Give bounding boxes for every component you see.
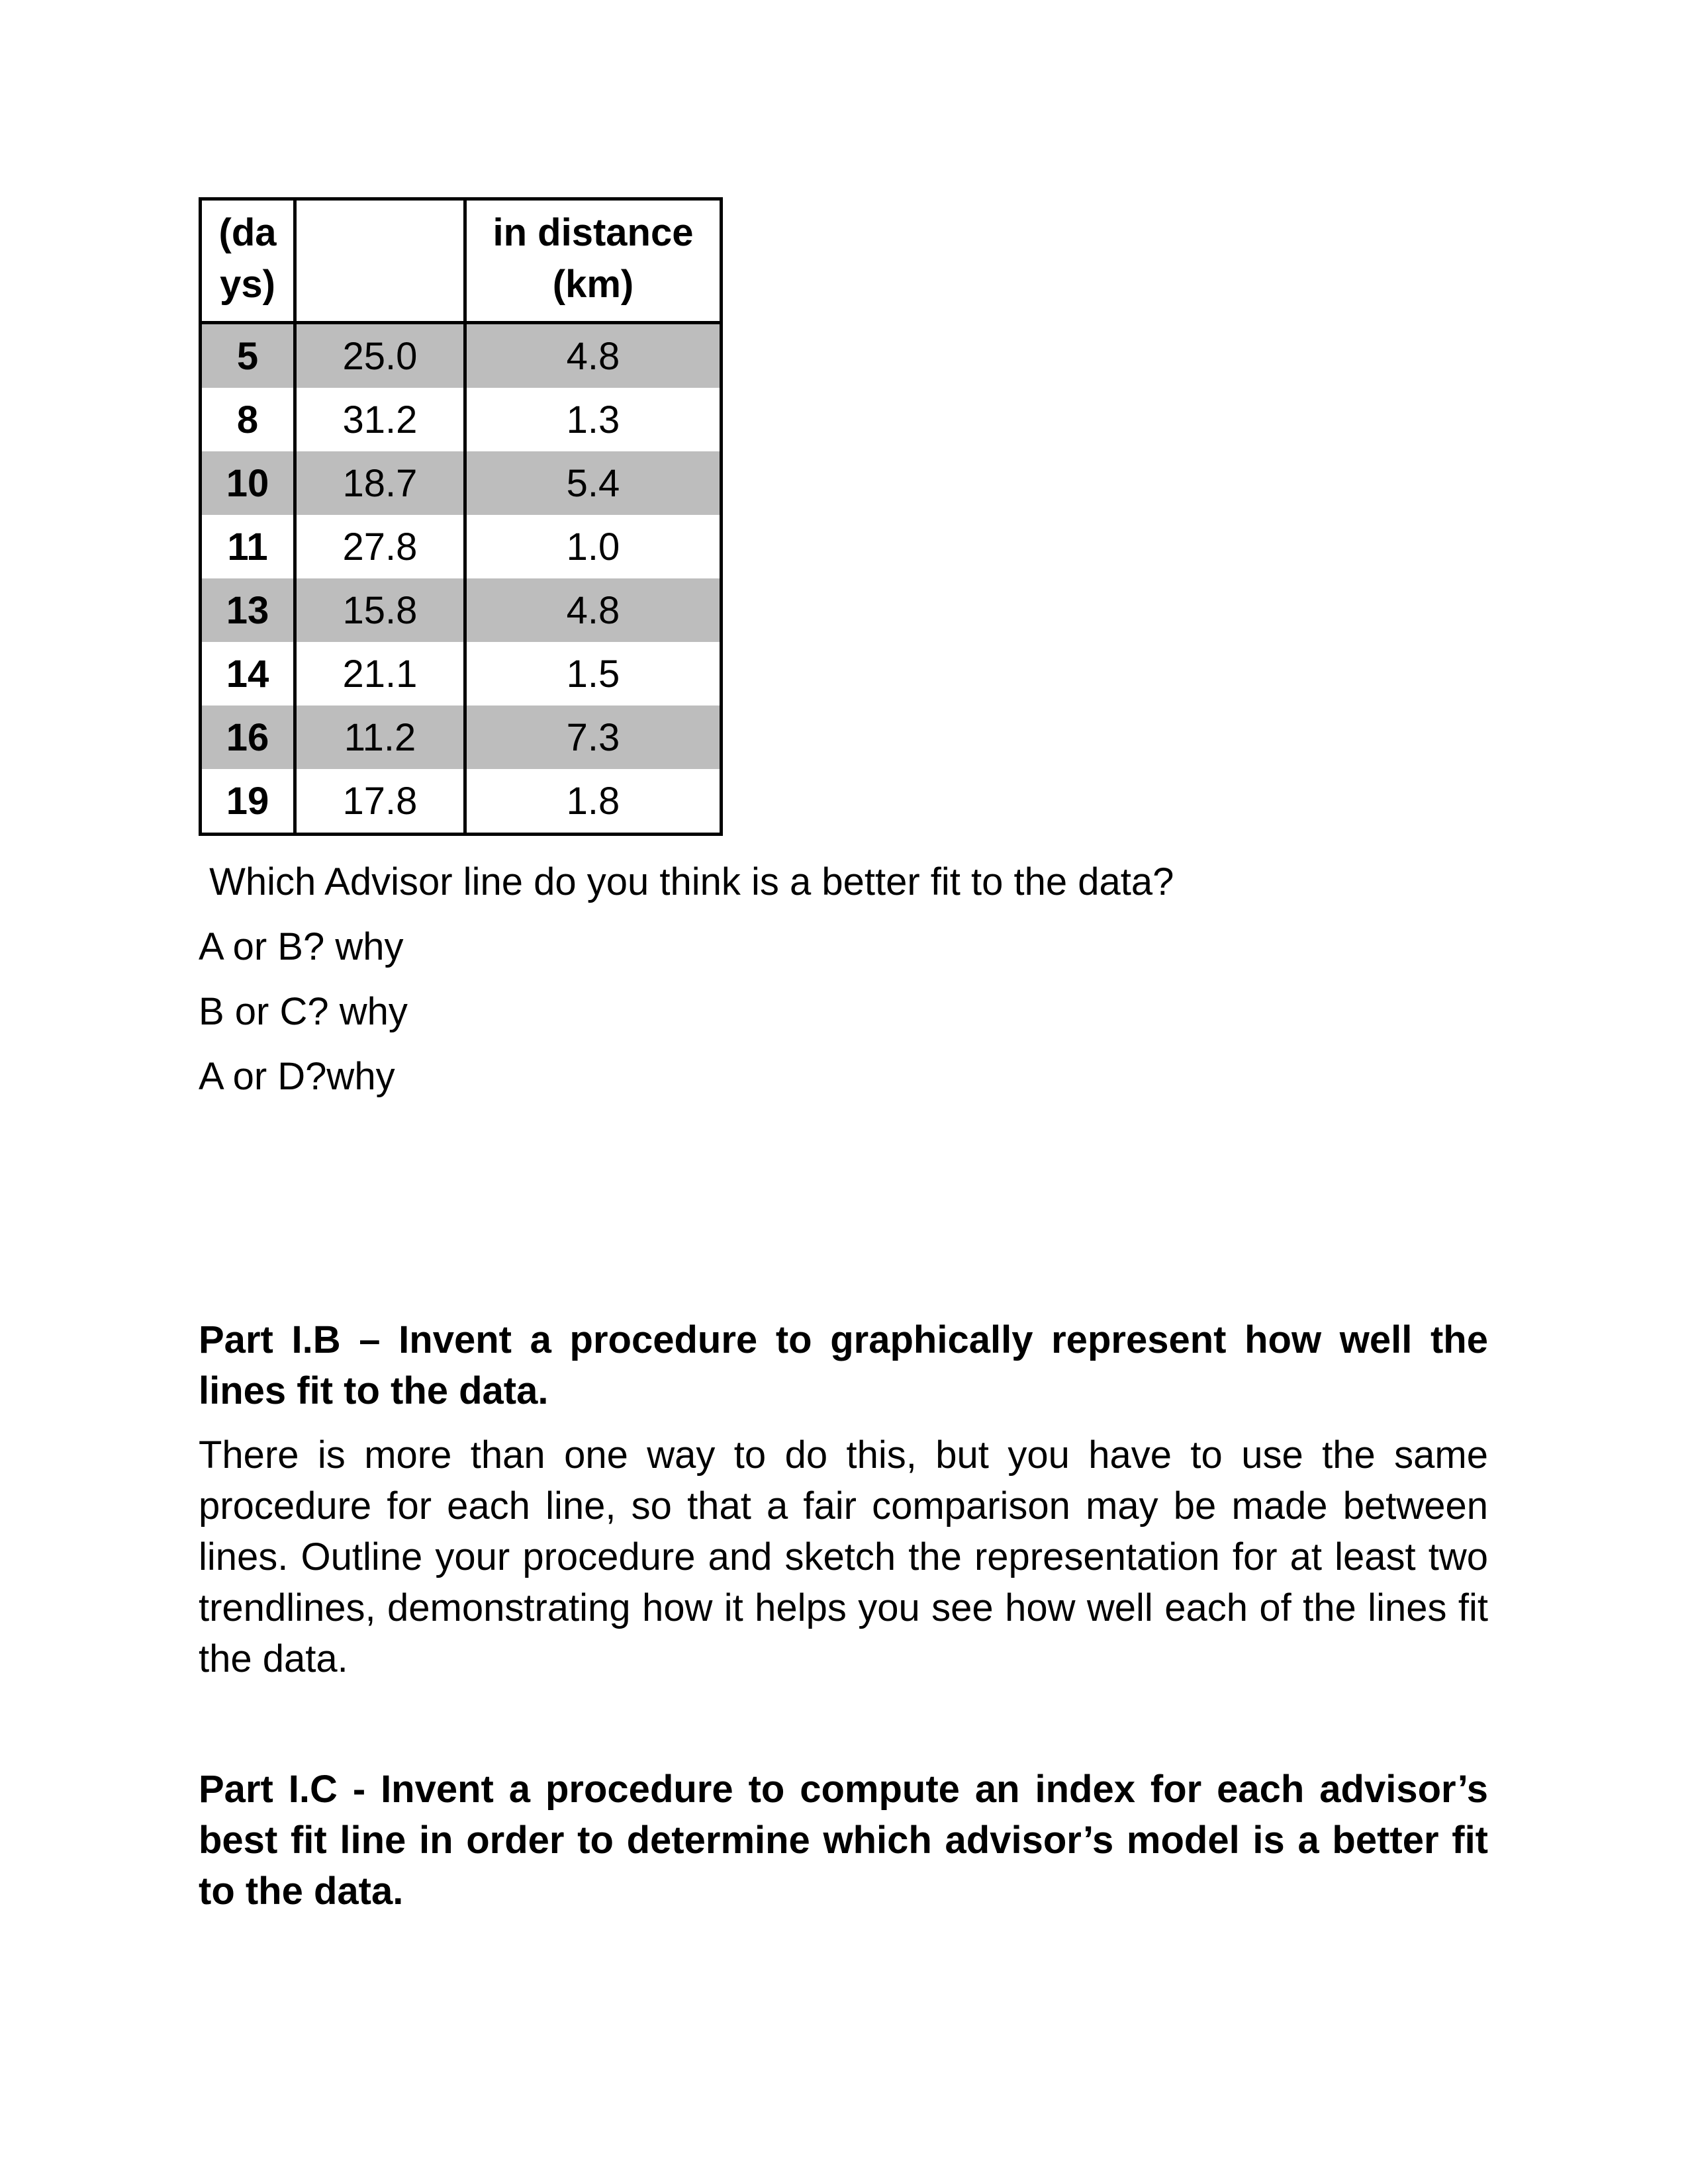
question-prompt: Which Advisor line do you think is a better fit to the data?: [199, 860, 1174, 903]
table-row: [201, 769, 722, 835]
cell-value: 25.0: [295, 323, 465, 388]
question-option-b-c: B or C? why: [199, 990, 408, 1033]
cell-day: 10: [201, 451, 295, 515]
cell-distance: 7.3: [465, 705, 722, 769]
cell-distance: 5.4: [465, 451, 722, 515]
cell-day: 14: [201, 642, 295, 705]
question-option-a-d: A or D?why: [199, 1055, 395, 1098]
header-blank: [295, 199, 465, 323]
cell-day: 5: [201, 323, 295, 388]
cell-value: 11.2: [295, 705, 465, 769]
cell-distance: 1.5: [465, 642, 722, 705]
cell-value: 27.8: [295, 515, 465, 578]
cell-distance: 4.8: [465, 578, 722, 642]
cell-value: 31.2: [295, 388, 465, 451]
data-table: [199, 197, 723, 836]
table-row: [201, 323, 722, 388]
table-row: [201, 388, 722, 451]
table-row: [201, 642, 722, 705]
header-distance: in distance (km): [465, 199, 722, 323]
cell-day: 13: [201, 578, 295, 642]
cell-day: 11: [201, 515, 295, 578]
cell-distance: 4.8: [465, 323, 722, 388]
part-ib-title: Part I.B – Invent a procedure to graphically represent how well the lines fit to the data.: [199, 1318, 1488, 1412]
cell-day: 16: [201, 705, 295, 769]
header-days: (da ys): [201, 199, 295, 323]
cell-value: 21.1: [295, 642, 465, 705]
part-ic-title: Part I.C - Invent a procedure to compute an index for each advisor’s best fit line in order to determine which advisor’s model is a better fit to the data.: [199, 1768, 1488, 1913]
table-row: [201, 705, 722, 769]
table-row: [201, 515, 722, 578]
table-header-row: [201, 199, 722, 323]
table-row: [201, 451, 722, 515]
table-row: [201, 578, 722, 642]
cell-distance: 1.8: [465, 769, 722, 835]
question-option-a-b: A or B? why: [199, 925, 404, 968]
cell-day: 19: [201, 769, 295, 835]
cell-distance: 1.0: [465, 515, 722, 578]
cell-day: 8: [201, 388, 295, 451]
cell-value: 18.7: [295, 451, 465, 515]
cell-distance: 1.3: [465, 388, 722, 451]
part-ib-body: There is more than one way to do this, but you have to use the same procedure for each line, so that a fair comparison may be made between lines. Outline your procedure and sketch the representation for at least two trendlines, demonstrating how it helps you see how well each of the lines fit the data.: [199, 1433, 1488, 1680]
cell-value: 17.8: [295, 769, 465, 835]
cell-value: 15.8: [295, 578, 465, 642]
